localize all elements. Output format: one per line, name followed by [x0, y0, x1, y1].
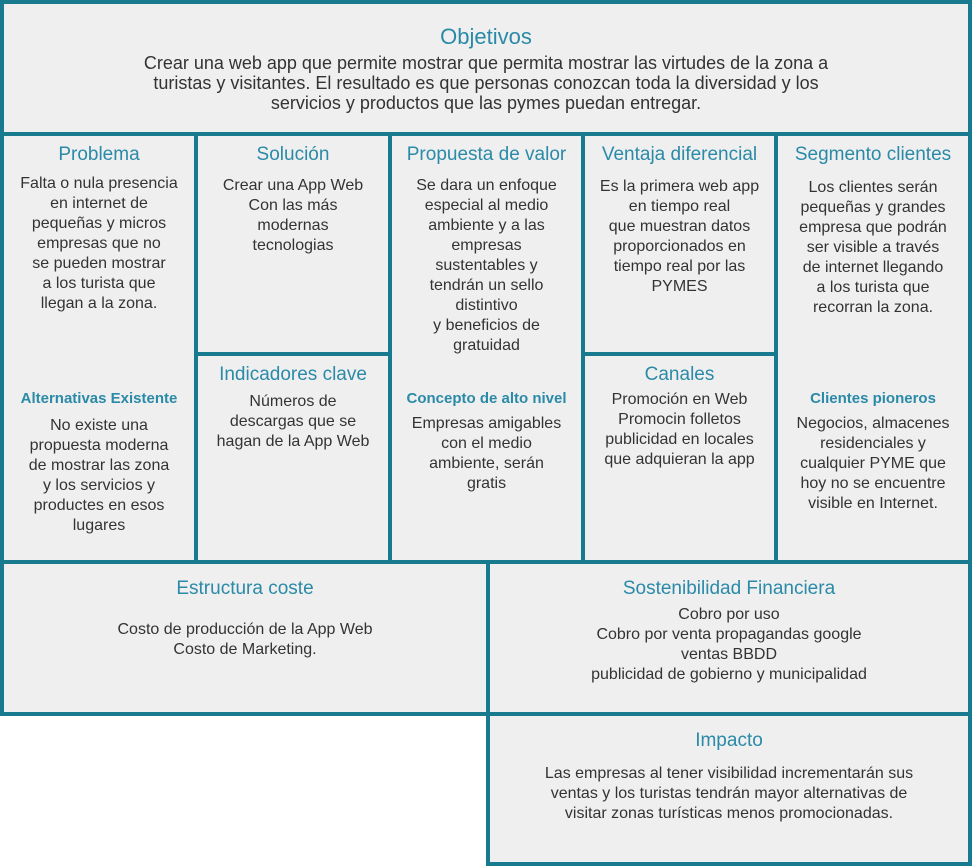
propuesta-panel — [388, 132, 585, 564]
problema-panel — [0, 132, 198, 564]
sostenibilidad-title: Sostenibilidad Financiera — [622, 578, 836, 599]
canales-title: Canales — [644, 364, 715, 385]
impacto-text: Las empresas al tener visibilidad incrementarán sus ventas y los turistas tendrán mayor alternativas de visitar zonas turísticas menos promocionadas. — [544, 765, 914, 822]
problema-text: Falta o nula presencia en internet de pequeñas y micros empresas que no se pueden mostrar a los turista que llegan a la zona. — [20, 175, 178, 312]
propuesta-text: Se dara un enfoque especial al medio ambiente y a las empresas sustentables y tendrán un sello distintivo y beneficios de gratuidad — [416, 177, 557, 354]
canales-text: Promoción en Web Promocin folletos publicidad en locales que adquieran la app — [604, 391, 755, 468]
impacto-panel — [486, 712, 972, 866]
objetivos-text: Crear una web app que permite mostrar que permita mostrar las virtudes de la zona a turistas y visitantes. El resultado es que personas conozcan toda la diversidad y los servicios y productos que las pymes puedan entregar. — [143, 53, 829, 113]
segmento-text: Los clientes serán pequeñas y grandes empresa que podrán ser visible a través de internet llegando a los turista que recorran la zona. — [799, 179, 947, 316]
ventaja-title: Ventaja diferencial — [601, 144, 758, 165]
segmento-panel — [774, 132, 972, 564]
sostenibilidad-panel — [486, 560, 972, 716]
estructura-text: Costo de producción de la App Web Costo de Marketing. — [117, 621, 373, 658]
alternativas-text: No existe una propuesta moderna de mostrar las zona y los servicios y productes en esos lugares — [28, 417, 170, 534]
problema-title: Problema — [58, 144, 140, 165]
segmento-title: Segmento clientes — [794, 144, 952, 165]
solucion-text: Crear una App Web Con las más modernas tecnologias — [222, 177, 364, 254]
concepto-text: Empresas amigables con el medio ambiente, serán gratis — [411, 415, 562, 492]
impacto-title: Impacto — [695, 730, 763, 751]
indicadores-panel — [194, 352, 392, 564]
estructura-panel — [0, 560, 490, 716]
ventaja-panel — [581, 132, 778, 358]
concepto-title: Concepto de alto nivel — [406, 390, 567, 407]
solucion-title: Solución — [256, 144, 330, 165]
canales-panel — [581, 352, 778, 564]
estructura-title: Estructura coste — [176, 578, 314, 599]
pioneros-text: Negocios, almacenes residenciales y cualquier PYME que hoy no se encuentre visible en Internet. — [796, 415, 950, 512]
solucion-panel — [194, 132, 392, 358]
ventaja-text: Es la primera web app en tiempo real que muestran datos proporcionados en tiempo real por las PYMES — [599, 178, 760, 295]
propuesta-title: Propuesta de valor — [406, 144, 567, 165]
alternativas-title: Alternativas Existente — [20, 390, 178, 407]
objetivos-title: Objetivos — [440, 24, 532, 49]
indicadores-text: Números de descargas que se hagan de la App Web — [216, 393, 370, 450]
objetivos-panel — [0, 0, 972, 136]
indicadores-title: Indicadores clave — [219, 364, 367, 385]
pioneros-title: Clientes pioneros — [810, 390, 936, 407]
sostenibilidad-text: Cobro por uso Cobro por venta propagandas google ventas BBDD publicidad de gobierno y municipalidad — [591, 606, 867, 683]
